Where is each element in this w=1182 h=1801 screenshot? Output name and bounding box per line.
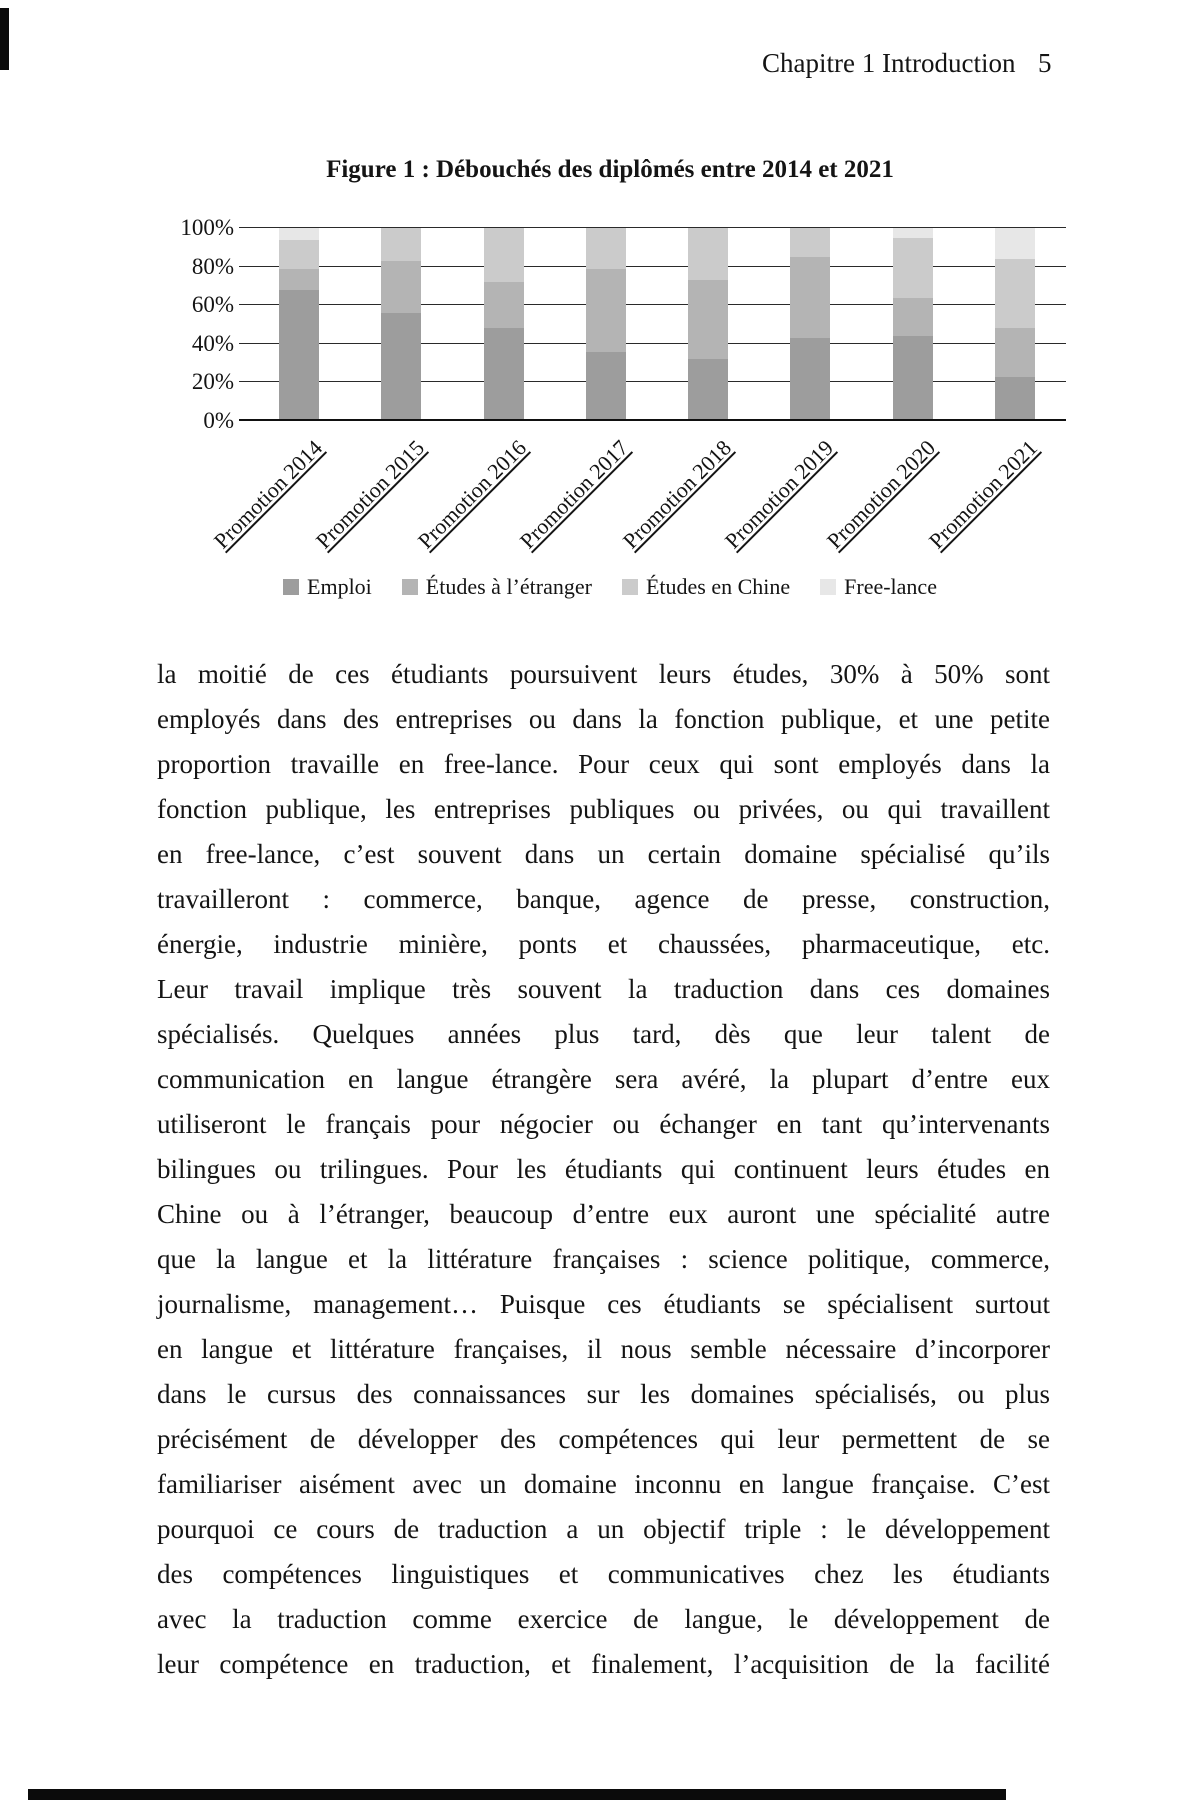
y-tick-label: 80% xyxy=(191,253,234,279)
bar-segment xyxy=(790,257,830,338)
stacked-bar-chart-plot xyxy=(180,215,1066,433)
body-text-line: utiliseront le français pour négocier ou échanger en tant qu’intervenants xyxy=(157,1109,1050,1139)
bar-segment xyxy=(279,269,319,290)
x-axis-label: Promotion 2016 xyxy=(412,435,532,554)
body-text-line: Leur travail implique très souvent la traduction dans ces domaines xyxy=(157,974,1050,1004)
body-text-line: employés dans des entreprises ou dans la fonction publique, et une petite xyxy=(157,704,1050,734)
x-axis-label: Promotion 2021 xyxy=(924,435,1043,554)
body-text-line: avec la traduction comme exercice de langue, le développement de xyxy=(157,1604,1050,1634)
bar-segment xyxy=(893,298,933,337)
body-text-line: précisément de développer des compétences qui leur permettent de se xyxy=(157,1424,1050,1454)
bar-segment xyxy=(688,359,728,421)
bar-segment xyxy=(995,259,1035,328)
body-text-line: que la langue et la littérature françaises : science politique, commerce, xyxy=(157,1244,1050,1274)
y-tick-label: 60% xyxy=(191,292,234,318)
x-axis-labels xyxy=(208,425,1066,575)
running-header-title: Chapitre 1 Introduction xyxy=(762,48,1016,78)
y-tick-label: 20% xyxy=(191,369,234,395)
body-text-line: fonction publique, les entreprises publiques ou privées, ou qui travaillent xyxy=(157,794,1050,824)
x-axis-label: Promotion 2015 xyxy=(310,435,430,554)
y-tick-label: 100% xyxy=(180,215,234,240)
gridline-20 xyxy=(239,381,1066,382)
x-axis-label: Promotion 2014 xyxy=(208,435,327,554)
body-text-line: Chine ou à l’étranger, beaucoup d’entre eux auront une spécialité autre xyxy=(157,1199,1050,1229)
body-text-line: en langue et littérature françaises, il nous semble nécessaire d’incorporer xyxy=(157,1334,1050,1364)
chart-legend xyxy=(150,574,1070,600)
gridline-60 xyxy=(239,304,1066,305)
bar-2019 xyxy=(790,228,830,421)
page-number: 5 xyxy=(1038,48,1052,78)
body-text-line: dans le cursus des connaissances sur les domaines spécialisés, ou plus xyxy=(157,1379,1050,1409)
bar-segment xyxy=(484,228,524,282)
body-text-line: des compétences linguistiques et communicatives chez les étudiants xyxy=(157,1559,1050,1589)
bar-2016 xyxy=(484,228,524,421)
bar-segment xyxy=(995,328,1035,376)
legend-swatch-icon xyxy=(622,579,638,595)
x-axis-label: Promotion 2020 xyxy=(821,435,941,554)
body-text-line: communication en langue étrangère sera avéré, la plupart d’entre eux xyxy=(157,1064,1050,1094)
body-text-line: en free-lance, c’est souvent dans un certain domaine spécialisé qu’ils xyxy=(157,839,1050,869)
bar-segment xyxy=(279,228,319,240)
bar-segment xyxy=(381,228,421,261)
bar-segment xyxy=(688,228,728,280)
y-tick-label: 0% xyxy=(203,408,234,433)
bar-2015 xyxy=(381,228,421,421)
bar-2021 xyxy=(995,228,1035,421)
gridline-0 xyxy=(239,419,1066,421)
bar-segment xyxy=(586,228,626,269)
bar-2017 xyxy=(586,228,626,421)
body-text-line: journalisme, management… Puisque ces étudiants se spécialisent surtout xyxy=(157,1289,1050,1319)
bar-segment xyxy=(995,377,1035,421)
bar-segment xyxy=(893,228,933,238)
legend-swatch-icon xyxy=(820,579,836,595)
bar-2018 xyxy=(688,228,728,421)
x-axis-label: Promotion 2017 xyxy=(515,435,634,554)
legend-label: Études en Chine xyxy=(645,574,791,599)
bar-segment xyxy=(586,352,626,421)
body-text-line: bilingues ou trilingues. Pour les étudiants qui continuent leurs études en xyxy=(157,1154,1050,1184)
legend-swatch-icon xyxy=(402,579,418,595)
scan-edge-artifact-bottom xyxy=(28,1789,1006,1800)
bar-segment xyxy=(381,261,421,313)
legend-label: Free-lance xyxy=(844,574,937,599)
bar-2020 xyxy=(893,228,933,421)
body-paragraph xyxy=(157,652,1050,1687)
bar-segment xyxy=(790,338,830,421)
bar-segment xyxy=(381,313,421,421)
y-tick-label: 40% xyxy=(191,330,234,356)
bar-segment xyxy=(484,282,524,328)
legend-swatch-icon xyxy=(283,579,299,595)
legend-item xyxy=(402,574,592,600)
body-text-line: proportion travaille en free-lance. Pour ceux qui sont employés dans la xyxy=(157,749,1050,779)
gridline-100 xyxy=(239,227,1066,228)
bar-segment xyxy=(279,290,319,421)
gridline-80 xyxy=(239,266,1066,267)
gridline-40 xyxy=(239,343,1066,344)
body-text-line: travailleront : commerce, banque, agence de presse, construction, xyxy=(157,884,1050,914)
legend-item xyxy=(283,574,372,600)
x-axis-label: Promotion 2019 xyxy=(719,435,839,554)
legend-label: Emploi xyxy=(307,574,372,599)
bar-segment xyxy=(790,228,830,257)
body-text-line: leur compétence en traduction, et finalement, l’acquisition de la facilité xyxy=(157,1649,1050,1679)
bar-segment xyxy=(688,280,728,359)
bar-segment xyxy=(893,336,933,421)
figure-title: Figure 1 : Débouchés des diplômés entre 2014 et 2021 xyxy=(326,156,894,183)
legend-item xyxy=(820,574,937,600)
bar-segment xyxy=(279,240,319,269)
legend-item xyxy=(622,574,790,600)
bar-2014 xyxy=(279,228,319,421)
x-axis-label: Promotion 2018 xyxy=(617,435,736,554)
bar-segment xyxy=(484,328,524,421)
bar-segment xyxy=(586,269,626,352)
body-text-line: la moitié de ces étudiants poursuivent leurs études, 30% à 50% sont xyxy=(157,659,1050,689)
bar-segment xyxy=(893,238,933,298)
body-text-line: pourquoi ce cours de traduction a un objectif triple : le développement xyxy=(157,1514,1050,1544)
body-text-line: énergie, industrie minière, ponts et chaussées, pharmaceutique, etc. xyxy=(157,929,1050,959)
body-text-line: familiariser aisément avec un domaine inconnu en langue française. C’est xyxy=(157,1469,1050,1499)
body-text-line: spécialisés. Quelques années plus tard, dès que leur talent de xyxy=(157,1019,1050,1049)
legend-label: Études à l’étranger xyxy=(425,574,592,599)
bar-segment xyxy=(995,228,1035,259)
running-header xyxy=(0,48,1182,84)
